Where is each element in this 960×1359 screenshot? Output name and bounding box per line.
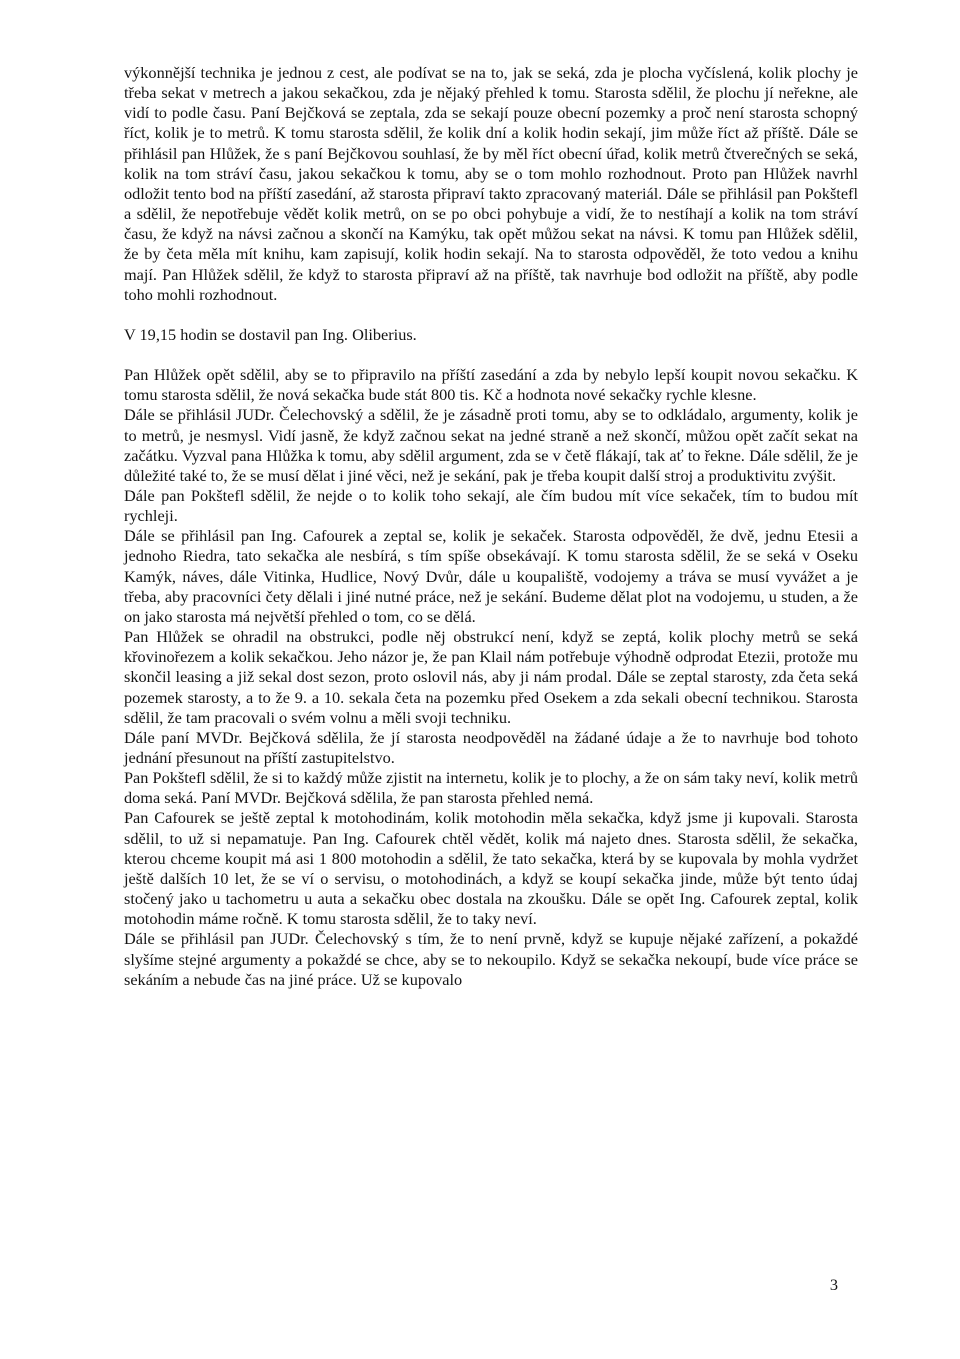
paragraph-gap xyxy=(124,305,858,325)
paragraph-arrival: V 19,15 hodin se dostavil pan Ing. Oliberius. xyxy=(124,324,417,344)
paragraph: Pan Pokštefl sdělil, že si to každý může zjistit na internetu, kolik je to plochy, a že on sám taky neví, kolik metrů doma seká. Paní MVDr. Bejčková sdělila, že pan starosta přehled nemá. xyxy=(124,768,858,808)
paragraph: Dále paní MVDr. Bejčková sdělila, že jí starosta neodpověděl na žádané údaje a že to navrhuje bod tohoto jednání přesunout na příští zastupitelstvo. xyxy=(124,727,858,767)
paragraph: Pan Cafourek se ještě zeptal k motohodinám, kolik motohodin měla sekačka, když jsme ji kupovali. Starosta sdělil, to už si nepamatuje. Pan Ing. Cafourek chtěl vědět, kolik má najeto dnes. Starosta sdělil, že sekačka, kterou chceme koupit má asi 1 800 motohodin a sdělil, že tato sekačka, která by se kupovala by mohla vydržet ještě dalších 10 let, že se ví o servisu, o motohodinách, a když se koupí sekačka jinde, může být tento údaj stočený jako u tachometru u auta a sekačku obec dostala na zkoušku. Dále se opět Ing. Cafourek zeptal, kolik motohodin máme ročně. K tomu starosta sdělil, že to taky neví. xyxy=(124,808,858,929)
paragraph-intro: výkonnější technika je jednou z cest, ale podívat se na to, jak se seká, zda je plocha vyčíslená, kolik plochy je třeba sekat v metrech a jakou sekačkou, zda je nějaký přehled k tomu. Starosta sdělil, že plochu jí neřekne, ale vidí to podle času. Paní Bejčková se zeptala, zda se sekají pouze obecní pozemky a proč není starosta schopný říct, kolik je to metrů. K tomu starosta sdělil, že kolik dní a kolik hodin sekají, jim může říct až příště. Dále se přihlásil pan Hlůžek, že s paní Bejčkovou souhlasí, že by měl říct obecní úřad, kolik metrů čtverečných se seká, kolik na tom stráví času, jakou sekačkou k tomu, aby se o tom mohlo rozhodnout. Proto pan Hlůžek navrhl odložit tento bod na příští zasedání, až starosta připraví takto zpracovaný materiál. Dále se přihlásil pan Pokštefl a sdělil, že nepotřebuje vědět kolik metrů, on se po obci pohybuje a vidí, že to nestíhají a kolik na tom stráví času, že když na návsi začnou a skončí na Kamýku, tak opět můžou sekat na návsi. K tomu pan Hlůžek sdělil, že by četa měla mít knihu, kam zapisují, kolik hodin sekají. Na to starosta odpověděl, že toto vedou a knihu mají. Pan Hlůžek sdělil, že když to starosta připraví až na příště, tak navrhuje bod odložit na příště, aby podle toho mohli rozhodnout. xyxy=(124,63,858,304)
paragraph: Pan Hlůžek opět sdělil, aby se to připravilo na příští zasedání a zda by nebylo lepší koupit novou sekačku. K tomu starosta sdělil, že nová sekačka bude stát 800 tis. Kč a hodnota nové sekačky rychle klesne. xyxy=(124,365,858,405)
paragraph: Dále se přihlásil pan JUDr. Čelechovský s tím, že to není prvně, když se kupuje nějaké zařízení, a pokaždé slyšíme stejné argumenty a pokaždé se chce, aby se to nekoupilo. Když se sekačka nekoupí, bude více práce se sekáním a nebude čas na jiné práce. Už se kupovalo xyxy=(124,929,858,989)
paragraph-gap xyxy=(124,345,858,365)
page-number: 3 xyxy=(829,1275,838,1294)
paragraph: Pan Hlůžek se ohradil na obstrukci, podle něj obstrukcí není, když se zeptá, kolik plochy metrů se seká křovinořezem a kolik sekačkou. Jeho názor je, že pan Klail nám potřebuje výhodně odprodat Etezii, protože mu skončil leasing a již sekal dost sezon, proto oslovil nás, aby ji nám prodal. Dále se zeptal starosty, zda četa seká pozemek starosty, a to že 9. a 10. sekala četa na pozemku před Osekem a zda sekali obecní technikou. Starosta sdělil, že tam pracovali o svém volnu a měli svoji techniku. xyxy=(124,627,858,727)
document-page xyxy=(124,63,858,990)
paragraph: Dále se přihlásil JUDr. Čelechovský a sdělil, že je zásadně proti tomu, aby se to odkládalo, argumenty, kolik je to metrů, je nesmysl. Vidí jasně, že když začnou sekat na jedné straně a než skončí, můžou opět začít sekat na začátku. Vyzval pana Hlůžka k tomu, aby sdělil argument, zda se v četě flákají, tak ať to řekne. Dále sdělil, že je důležité také to, že se musí dělat i jiné věci, než je sekání, pak je třeba koupit další stroj a produktivitu zvýšit. xyxy=(124,405,858,485)
paragraph: Dále pan Pokštefl sdělil, že nejde o to kolik toho sekají, ale čím budou mít více sekaček, tím to budou mít rychleji. xyxy=(124,485,858,526)
paragraph: Dále se přihlásil pan Ing. Cafourek a zeptal se, kolik je sekaček. Starosta odpověděl, že dvě, jednu Etesii a jednoho Riedra, tato sekačka ale nesbírá, s tím spíše obsekávají. K tomu starosta sdělil, že se seká v Oseku Kamýk, náves, dále Vitinka, Hudlice, Nový Dvůr, dále u koupaliště, vodojemy a tráva se musí vyvážet a je třeba, aby pracovníci čety dělali i jiné nutné práce, než je sekání. Budeme dělat plot na vodojemu, u studen, a že on jako starosta má největší přehled o tom, co se dělá. xyxy=(124,526,858,626)
